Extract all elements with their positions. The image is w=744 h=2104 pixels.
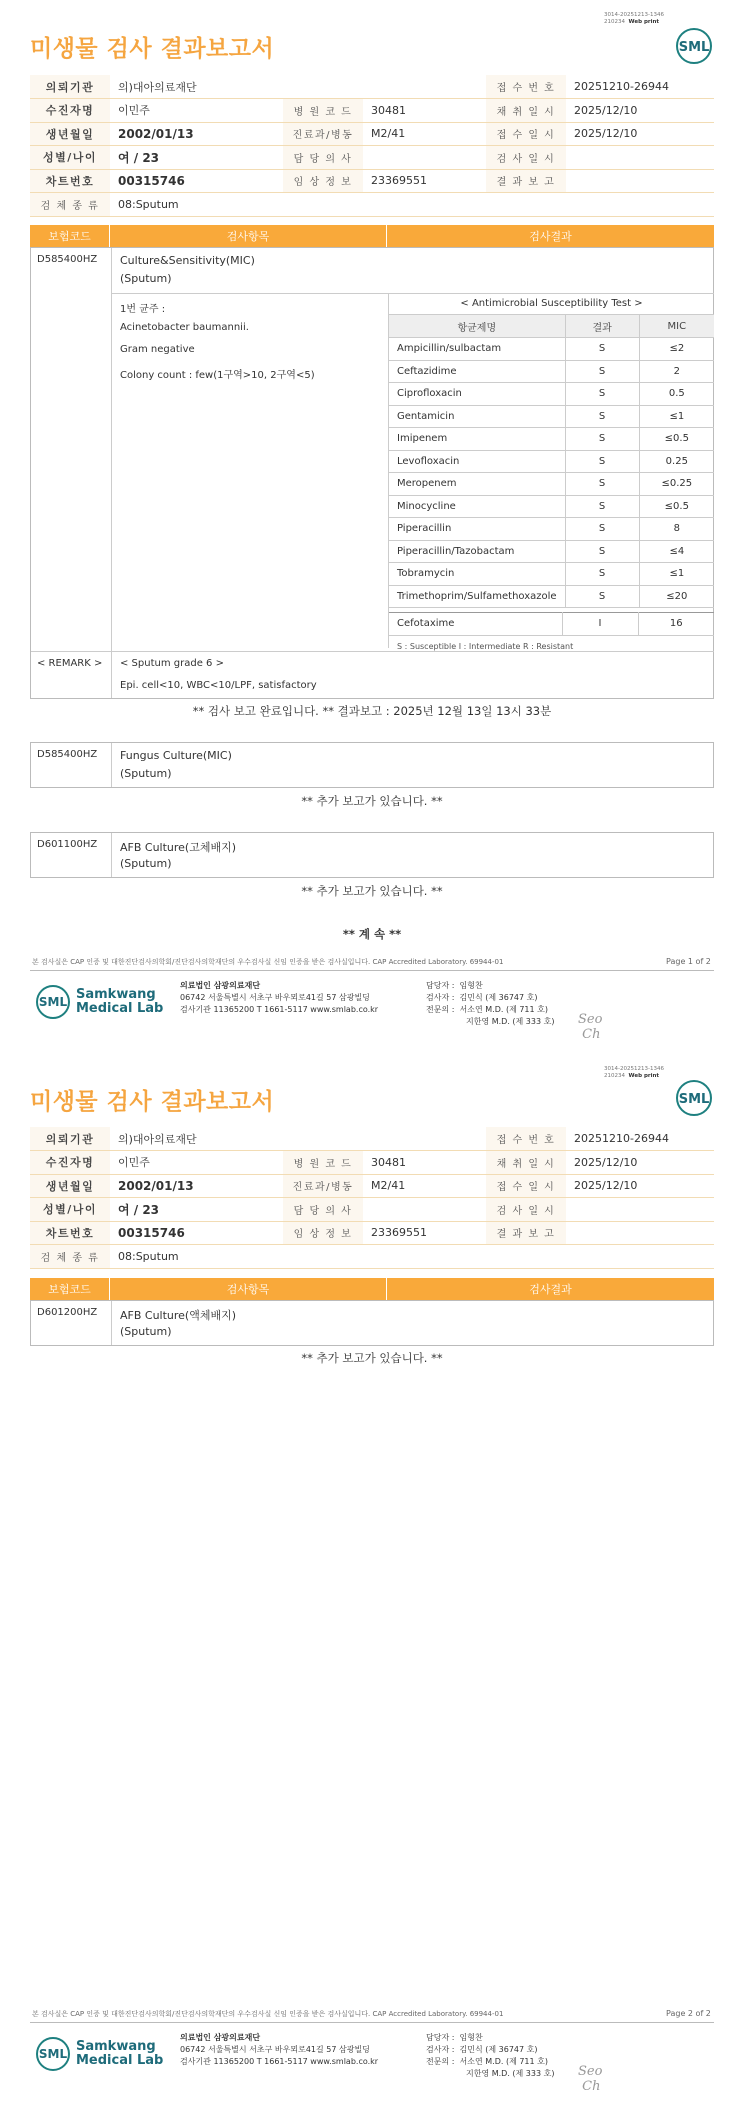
print-id: 3014-20251213-1346 — [604, 12, 664, 18]
drug-mic: 0.5 — [639, 383, 714, 406]
ast-row — [389, 383, 714, 406]
drug-result: S — [565, 405, 639, 428]
value-report-date — [566, 1221, 714, 1245]
label-requester: 의뢰기관 — [30, 1127, 110, 1151]
lab-staff: 담당자 : 임형찬 검사자 : 김민식 (제 36747 호) 전문의 : 서소연 M.D. (제 711 호) 지한영 M.D. (제 333 호) — [426, 981, 555, 1026]
drug-name: Ciprofloxacin — [389, 383, 565, 406]
label-chart-no: 차트번호 — [30, 1221, 110, 1245]
drug-result: S — [565, 360, 639, 383]
value-specimen: 08:Sputum — [110, 193, 714, 217]
value-physician — [363, 1198, 486, 1222]
ast-table — [389, 315, 714, 608]
cap-cert-note: 본 검사실은 CAP 인증 및 대한진단검사의학회/진단검사의학재단의 우수검사실 신임 인증을 받은 검사실입니다. CAP Accredited Laboratory. 69944-01 — [32, 2010, 504, 2018]
test-specimen: (Sputum) — [120, 767, 172, 780]
test-block-afb-solid — [30, 832, 714, 878]
organism-name: Acinetobacter baumannii. — [120, 322, 249, 333]
value-hospital-code: 30481 — [363, 99, 486, 123]
print-meta — [604, 12, 664, 26]
print-id: 3014-20251213-1346 — [604, 1066, 664, 1072]
label-department: 진료과/병동 — [283, 122, 363, 146]
continued-note: ** 계 속 ** — [342, 927, 402, 941]
additional-report-note: ** 추가 보고가 있습니다. ** — [301, 1351, 443, 1365]
drug-name: Cefotaxime — [389, 613, 562, 636]
value-clinical-info: 23369551 — [363, 1221, 486, 1245]
label-hospital-code: 병 원 코 드 — [283, 99, 363, 123]
web-print-label: Web print — [628, 1073, 660, 1079]
header-test-result: 검사결과 — [529, 1283, 572, 1296]
label-specimen: 검 체 종 류 — [30, 193, 110, 217]
test-name: Culture&Sensitivity(MIC) — [120, 254, 255, 267]
additional-report-note: ** 추가 보고가 있습니다. ** — [301, 794, 443, 808]
value-patient-name: 이민주 — [110, 99, 283, 123]
drug-name: Gentamicin — [389, 405, 565, 428]
column-divider — [111, 1301, 112, 1345]
drug-result: S — [565, 338, 639, 361]
lab-org: 의료법인 삼광의료재단 — [180, 2033, 261, 2042]
test-code: D585400HZ — [37, 749, 98, 760]
print-code: 210234 — [604, 1073, 625, 1079]
drug-name: Minocycline — [389, 495, 565, 518]
drug-mic: 16 — [638, 613, 714, 636]
ast-panel — [388, 293, 714, 651]
label-accession: 접 수 번 호 — [486, 1127, 566, 1151]
ast-row — [389, 450, 714, 473]
sml-logo: SML — [36, 2037, 70, 2071]
test-name: AFB Culture(액체배지) — [120, 1309, 237, 1322]
value-report-date — [566, 169, 714, 193]
label-patient-name: 수진자명 — [30, 1151, 110, 1175]
header-test-item: 검사항목 — [110, 225, 387, 247]
value-test-date — [566, 1198, 714, 1222]
drug-name: Trimethoprim/Sulfamethoxazole — [389, 585, 565, 608]
value-test-date — [566, 146, 714, 170]
lab-org: 의료법인 삼광의료재단 — [180, 981, 261, 990]
web-print-label: Web print — [628, 19, 660, 25]
drug-mic: ≤4 — [639, 540, 714, 563]
header-test-result: 검사결과 — [529, 230, 572, 243]
lab-name-2: Medical Lab — [76, 1001, 164, 1016]
value-department: M2/41 — [363, 122, 486, 146]
drug-mic: ≤1 — [639, 563, 714, 586]
signature-image: Seo Ch — [578, 1012, 603, 1042]
cap-cert-note: 본 검사실은 CAP 인증 및 대한진단검사의학회/진단검사의학재단의 우수검사실 신임 인증을 받은 검사실입니다. CAP Accredited Laboratory. 69944-01 — [32, 958, 504, 966]
drug-name: Piperacillin/Tazobactam — [389, 540, 565, 563]
sml-logo: SML — [36, 985, 70, 1019]
ast-extra-table — [389, 612, 714, 636]
value-received-date: 2025/12/10 — [566, 122, 714, 146]
lab-addr: 06742 서울특별시 서초구 바우뫼로41길 57 삼광빌딩 — [180, 993, 370, 1002]
lab-addr: 06742 서울특별시 서초구 바우뫼로41길 57 삼광빌딩 — [180, 2045, 370, 2054]
label-report-date: 결 과 보 고 — [486, 1221, 566, 1245]
drug-result: S — [565, 518, 639, 541]
test-name: Fungus Culture(MIC) — [120, 749, 232, 762]
drug-mic: ≤2 — [639, 338, 714, 361]
value-chart-no: 00315746 — [110, 1221, 283, 1245]
value-hospital-code: 30481 — [363, 1151, 486, 1175]
drug-name: Tobramycin — [389, 563, 565, 586]
value-sex-age: 여 / 23 — [110, 146, 283, 170]
drug-mic: ≤0.25 — [639, 473, 714, 496]
test-specimen: (Sputum) — [120, 857, 172, 870]
patient-info-table — [30, 1127, 714, 1269]
lab-logo — [36, 2037, 163, 2071]
remark-detail: Epi. cell<10, WBC<10/LPF, satisfactory — [120, 680, 317, 691]
signature-image: Seo Ch — [578, 2064, 603, 2094]
drug-mic: ≤20 — [639, 585, 714, 608]
patient-info-table — [30, 75, 714, 217]
drug-mic: 0.25 — [639, 450, 714, 473]
result-header-bar — [30, 1278, 714, 1300]
drug-mic: 8 — [639, 518, 714, 541]
label-birthdate: 생년월일 — [30, 122, 110, 146]
remark-divider — [31, 651, 714, 652]
label-physician: 담 당 의 사 — [283, 1198, 363, 1222]
drug-result: S — [565, 473, 639, 496]
column-divider — [111, 248, 112, 698]
column-divider — [111, 743, 112, 787]
col-drug: 항균제명 — [389, 315, 565, 338]
report-complete-note: ** 검사 보고 완료입니다. ** 결과보고 : 2025년 12월 13일 13시 33분 — [192, 704, 552, 718]
ast-row — [389, 585, 714, 608]
label-report-date: 결 과 보 고 — [486, 169, 566, 193]
drug-result: S — [565, 450, 639, 473]
lab-logo — [36, 985, 163, 1019]
label-birthdate: 생년월일 — [30, 1174, 110, 1198]
footer-divider — [30, 2022, 714, 2023]
value-requester: 의)대아의료재단 — [110, 1127, 486, 1151]
remark-label: < REMARK > — [37, 658, 103, 669]
lab-address — [180, 2032, 378, 2068]
label-clinical-info: 임 상 정 보 — [283, 1221, 363, 1245]
value-clinical-info: 23369551 — [363, 169, 486, 193]
page-title: 미생물 검사 결과보고서 — [30, 36, 275, 62]
col-mic: MIC — [639, 315, 714, 338]
drug-result: S — [565, 540, 639, 563]
test-code: D585400HZ — [37, 254, 98, 265]
header-test-item: 검사항목 — [110, 1278, 387, 1300]
ast-row — [389, 473, 714, 496]
result-header-bar — [30, 225, 714, 247]
label-requester: 의뢰기관 — [30, 75, 110, 99]
gram-stain: Gram negative — [120, 344, 195, 355]
isolate-number: 1번 균주 : — [120, 304, 166, 315]
drug-result: S — [565, 428, 639, 451]
label-sex-age: 성별/나이 — [30, 146, 110, 170]
value-birthdate: 2002/01/13 — [110, 122, 283, 146]
label-clinical-info: 임 상 정 보 — [283, 169, 363, 193]
lab-staff: 담당자 : 임형찬 검사자 : 김민식 (제 36747 호) 전문의 : 서소연 M.D. (제 711 호) 지한영 M.D. (제 333 호) — [426, 2033, 555, 2078]
additional-report-note: ** 추가 보고가 있습니다. ** — [301, 884, 443, 898]
value-accession: 20251210-26944 — [566, 75, 714, 99]
lab-license: 검사기관 11365200 T 1661-5117 www.smlab.co.kr — [180, 2057, 379, 2066]
value-accession: 20251210-26944 — [566, 1127, 714, 1151]
value-received-date: 2025/12/10 — [566, 1174, 714, 1198]
value-department: M2/41 — [363, 1174, 486, 1198]
value-sex-age: 여 / 23 — [110, 1198, 283, 1222]
remark-grade: < Sputum grade 6 > — [120, 658, 224, 669]
lab-name-2: Medical Lab — [76, 2053, 164, 2068]
ast-row — [389, 495, 714, 518]
label-collection-date: 채 취 일 시 — [486, 1151, 566, 1175]
label-sex-age: 성별/나이 — [30, 1198, 110, 1222]
test-specimen: (Sputum) — [120, 272, 172, 285]
header-insurance-code: 보험코드 — [30, 225, 110, 247]
label-accession: 접 수 번 호 — [486, 75, 566, 99]
test-block-culture — [30, 247, 714, 699]
colony-count: Colony count : few(1구역>10, 2구역<5) — [120, 370, 315, 381]
label-received-date: 접 수 일 시 — [486, 122, 566, 146]
footer-divider — [30, 970, 714, 971]
value-collection-date: 2025/12/10 — [566, 1151, 714, 1175]
test-specimen: (Sputum) — [120, 1325, 172, 1338]
print-meta — [604, 1066, 664, 1080]
column-divider — [111, 833, 112, 877]
lab-name-1: Samkwang — [76, 987, 156, 1002]
label-test-date: 검 사 일 시 — [486, 146, 566, 170]
header-insurance-code: 보험코드 — [30, 1278, 110, 1300]
test-code: D601100HZ — [37, 839, 98, 850]
value-requester: 의)대아의료재단 — [110, 75, 486, 99]
ast-row — [389, 613, 714, 636]
drug-name: Ampicillin/sulbactam — [389, 338, 565, 361]
label-received-date: 접 수 일 시 — [486, 1174, 566, 1198]
drug-mic: 2 — [639, 360, 714, 383]
ast-row — [389, 540, 714, 563]
label-collection-date: 채 취 일 시 — [486, 99, 566, 123]
value-patient-name: 이민주 — [110, 1151, 283, 1175]
page-number: Page 1 of 2 — [666, 957, 711, 966]
drug-name: Piperacillin — [389, 518, 565, 541]
ast-title: < Antimicrobial Susceptibility Test > — [389, 293, 714, 315]
ast-row — [389, 428, 714, 451]
drug-mic: ≤1 — [639, 405, 714, 428]
value-specimen: 08:Sputum — [110, 1245, 714, 1269]
lab-license: 검사기관 11365200 T 1661-5117 www.smlab.co.kr — [180, 1005, 379, 1014]
drug-mic: ≤0.5 — [639, 428, 714, 451]
test-block-afb-liquid — [30, 1300, 714, 1346]
label-hospital-code: 병 원 코 드 — [283, 1151, 363, 1175]
test-code: D601200HZ — [37, 1307, 98, 1318]
ast-row — [389, 360, 714, 383]
lab-address — [180, 980, 378, 1016]
page-title: 미생물 검사 결과보고서 — [30, 1089, 275, 1115]
ast-row — [389, 405, 714, 428]
print-code: 210234 — [604, 19, 625, 25]
ast-row — [389, 518, 714, 541]
drug-result: S — [565, 563, 639, 586]
test-block-fungus — [30, 742, 714, 788]
drug-name: Imipenem — [389, 428, 565, 451]
drug-name: Levofloxacin — [389, 450, 565, 473]
sml-logo: SML — [676, 1080, 712, 1116]
drug-mic: ≤0.5 — [639, 495, 714, 518]
label-patient-name: 수진자명 — [30, 99, 110, 123]
drug-result: S — [565, 495, 639, 518]
drug-result: S — [565, 585, 639, 608]
label-chart-no: 차트번호 — [30, 169, 110, 193]
label-specimen: 검 체 종 류 — [30, 1245, 110, 1269]
label-physician: 담 당 의 사 — [283, 146, 363, 170]
drug-result: I — [562, 613, 638, 636]
col-result: 결과 — [565, 315, 639, 338]
ast-row — [389, 338, 714, 361]
value-birthdate: 2002/01/13 — [110, 1174, 283, 1198]
page-number: Page 2 of 2 — [666, 2009, 711, 2018]
lab-name-1: Samkwang — [76, 2039, 156, 2054]
sml-logo: SML — [676, 28, 712, 64]
value-collection-date: 2025/12/10 — [566, 99, 714, 123]
drug-name: Meropenem — [389, 473, 565, 496]
ast-row — [389, 563, 714, 586]
label-department: 진료과/병동 — [283, 1174, 363, 1198]
ast-table-header — [389, 315, 714, 338]
drug-result: S — [565, 383, 639, 406]
ast-legend: S : Susceptible I : Intermediate R : Resistant — [397, 641, 574, 651]
value-physician — [363, 146, 486, 170]
label-test-date: 검 사 일 시 — [486, 1198, 566, 1222]
drug-name: Ceftazidime — [389, 360, 565, 383]
value-chart-no: 00315746 — [110, 169, 283, 193]
test-name: AFB Culture(고체배지) — [120, 841, 237, 854]
